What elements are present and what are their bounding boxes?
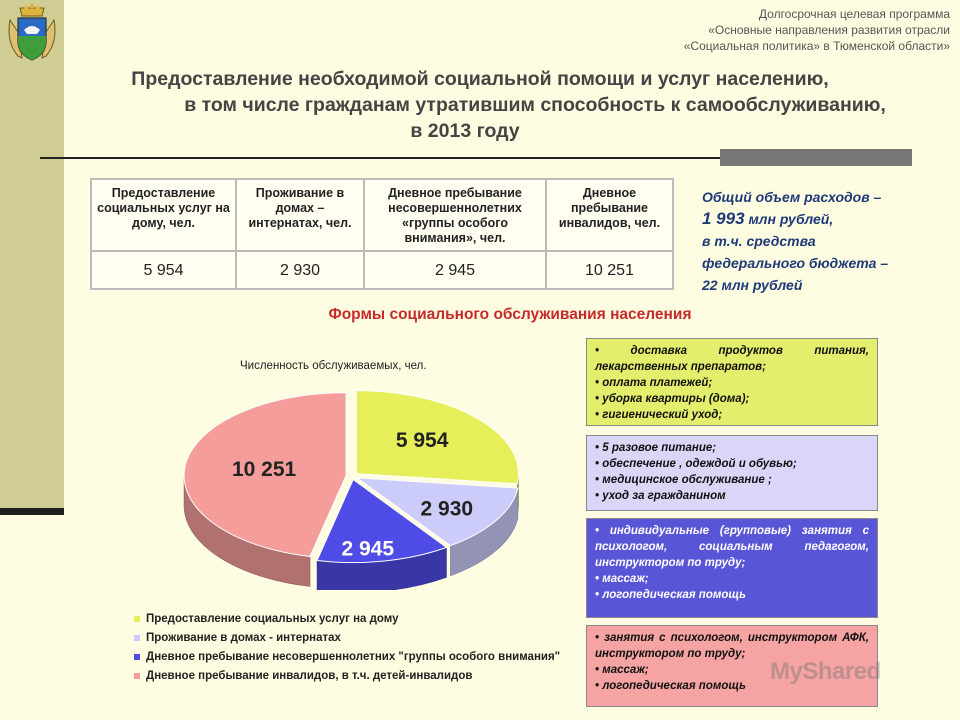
pie-data-label: 5 954 [395,429,449,453]
expenses-amount-unit: млн рублей, [748,211,834,227]
legend-item [134,647,604,666]
service-box-home-care [586,338,878,426]
legend-swatch [134,635,140,641]
stats-header-minors: Дневное пребывание несовершеннолетних «группы особого внимания», чел. [364,179,546,251]
stats-value-boarding: 2 930 [236,251,364,289]
service-box-minors [586,518,878,618]
program-line-2: «Основные направления развития отрасли [708,23,950,37]
title-divider-accent [720,149,912,166]
pie-data-label: 10 251 [231,457,297,481]
expenses-summary [702,186,942,296]
stats-header-boarding: Проживание в домах – интернатах, чел. [236,179,364,251]
legend-label: Дневное пребывание инвалидов, в т.ч. детей-инвалидов [146,669,473,682]
stats-header-disabled: Дневное пребывание инвалидов, чел. [546,179,673,251]
service-item: • индивидуальные (групповые) занятия с психологом, социальным педагогом, инструктором по труду; [595,523,869,571]
program-name [570,6,950,54]
watermark: MyShared [770,658,881,685]
expenses-line-3: в т.ч. средства [702,233,816,249]
stats-value-disabled: 10 251 [546,251,673,289]
legend-item [134,628,604,647]
service-item: • логопедическая помощь [595,587,869,603]
expenses-line-5: 22 млн рублей [702,277,803,293]
expenses-line-1: Общий объем расходов – [702,189,882,205]
service-box-boarding [586,435,878,511]
service-item: • уход за гражданином [595,488,869,504]
service-item: • уборка квартиры (дома); [595,391,869,407]
service-item: • логопедическая помощь [595,678,869,694]
stats-header-home-care: Предоставление социальных услуг на дому, чел. [91,179,236,251]
left-decor-line [0,508,64,515]
service-item: • массаж; [595,571,869,587]
pie-chart [180,380,530,590]
legend-swatch [134,616,140,622]
legend-item [134,666,604,685]
stats-value-row [91,251,673,289]
title-line-2: в том числе гражданам утратившим способность к самообслуживанию, [184,94,886,116]
legend-item [134,609,604,628]
title-line-1: Предоставление необходимой социальной помощи и услуг населению, [131,68,829,90]
program-line-1: Долгосрочная целевая программа [758,7,950,21]
legend-swatch [134,673,140,679]
stats-header-row [91,179,673,251]
expenses-amount: 1 993 [702,209,745,228]
stats-value-home-care: 5 954 [91,251,236,289]
legend-label: Дневное пребывание несовершеннолетних "группы особого внимания" [146,650,561,663]
expenses-amount-line [702,208,942,230]
program-line-3: «Социальная политика» в Тюменской области» [683,39,950,53]
coat-of-arms-icon [4,2,60,64]
pie-data-label: 2 945 [341,537,395,561]
legend-label: Предоставление социальных услуг на дому [146,612,399,625]
legend-swatch [134,654,140,660]
stats-value-minors: 2 945 [364,251,546,289]
pie-data-label: 2 930 [420,497,474,521]
service-item: • доставка продуктов питания, лекарственных препаратов; [595,343,869,375]
service-item: • 5 разовое питание; [595,440,869,456]
service-item: • массаж; [595,662,869,678]
stats-table [90,178,674,290]
expenses-line-4: федерального бюджета – [702,255,889,271]
left-decor-bar [0,0,64,510]
service-item: • оплата платежей; [595,375,869,391]
page-title [70,66,950,144]
service-item: • гигиенический уход; [595,407,869,423]
chart-legend [134,609,604,685]
title-line-3: в 2013 году [410,120,520,142]
service-item: • обеспечение , одеждой и обувью; [595,456,869,472]
section-title: Формы социального обслуживания населения [328,306,692,323]
chart-title: Численность обслуживаемых, чел. [240,360,427,372]
legend-label: Проживание в домах - интернатах [146,631,341,644]
service-item: • занятия с психологом, инструктором АФК, инструктором по труду; [595,630,869,662]
service-item: • медицинское обслуживание ; [595,472,869,488]
